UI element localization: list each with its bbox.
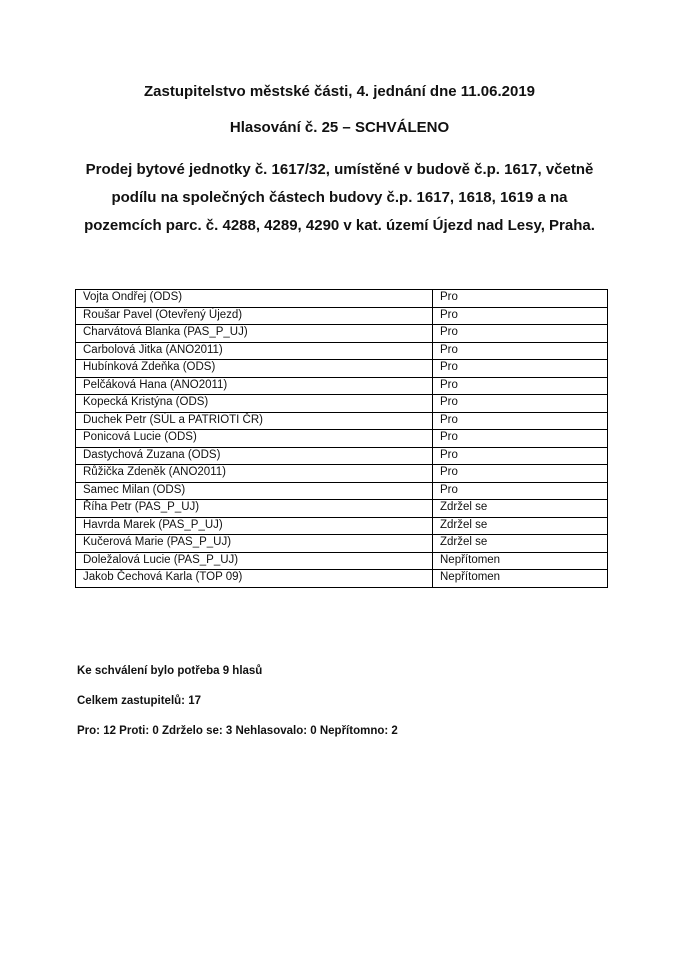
member-name-cell: Samec Milan (ODS)	[76, 482, 433, 500]
member-name-cell: Dastychová Zuzana (ODS)	[76, 447, 433, 465]
member-vote-cell: Zdržel se	[433, 535, 608, 553]
member-vote-cell: Pro	[433, 325, 608, 343]
member-vote-cell: Pro	[433, 447, 608, 465]
member-name-cell: Charvátová Blanka (PAS_P_UJ)	[76, 325, 433, 343]
vote-summary	[77, 664, 398, 754]
member-vote-cell: Nepřítomen	[433, 552, 608, 570]
table-row	[76, 290, 608, 308]
member-name-cell: Ponicová Lucie (ODS)	[76, 430, 433, 448]
member-vote-cell: Pro	[433, 377, 608, 395]
table-row	[76, 552, 608, 570]
member-vote-cell: Pro	[433, 430, 608, 448]
table-row	[76, 535, 608, 553]
member-name-cell: Duchek Petr (SÚL a PATRIOTI ČR)	[76, 412, 433, 430]
member-vote-cell: Zdržel se	[433, 500, 608, 518]
table-row	[76, 377, 608, 395]
member-vote-cell: Pro	[433, 465, 608, 483]
vote-result-heading: Hlasování č. 25 – SCHVÁLENO	[229, 119, 450, 136]
member-vote-cell: Nepřítomen	[433, 570, 608, 588]
member-vote-cell: Pro	[433, 482, 608, 500]
table-row	[76, 517, 608, 535]
table-row	[76, 465, 608, 483]
total-members-line: Celkem zastupitelů: 17	[77, 695, 201, 707]
page-title: Zastupitelstvo městské části, 4. jednání dne 11.06.2019	[143, 83, 536, 100]
table-row	[76, 360, 608, 378]
member-name-cell: Růžička Zdeněk (ANO2011)	[76, 465, 433, 483]
member-name-cell: Doležalová Lucie (PAS_P_UJ)	[76, 552, 433, 570]
table-row	[76, 430, 608, 448]
table-row	[76, 325, 608, 343]
table-row	[76, 342, 608, 360]
member-vote-cell: Pro	[433, 360, 608, 378]
member-name-cell: Vojta Ondřej (ODS)	[76, 290, 433, 308]
member-name-cell: Jakob Čechová Karla (TOP 09)	[76, 570, 433, 588]
table-row	[76, 482, 608, 500]
member-name-cell: Pelčáková Hana (ANO2011)	[76, 377, 433, 395]
member-name-cell: Roušar Pavel (Otevřený Újezd)	[76, 307, 433, 325]
member-vote-cell: Pro	[433, 412, 608, 430]
votes-table	[75, 289, 608, 588]
member-vote-cell: Pro	[433, 395, 608, 413]
table-row	[76, 412, 608, 430]
member-name-cell: Carbolová Jitka (ANO2011)	[76, 342, 433, 360]
table-row	[76, 447, 608, 465]
table-row	[76, 500, 608, 518]
member-vote-cell: Zdržel se	[433, 517, 608, 535]
member-name-cell: Říha Petr (PAS_P_UJ)	[76, 500, 433, 518]
votes-table-body	[76, 290, 608, 588]
member-name-cell: Kopecká Kristýna (ODS)	[76, 395, 433, 413]
vote-subject-description: Prodej bytové jednotky č. 1617/32, umístěné v budově č.p. 1617, včetně podílu na společných částech budovy č.p. 1617, 1618, 1619 a na pozemcích parc. č. 4288, 4289, 4290 v kat. území Újezd nad Lesy, Praha.	[84, 161, 595, 234]
member-vote-cell: Pro	[433, 342, 608, 360]
member-name-cell: Kučerová Marie (PAS_P_UJ)	[76, 535, 433, 553]
table-row	[76, 307, 608, 325]
table-row	[76, 395, 608, 413]
required-votes-line: Ke schválení bylo potřeba 9 hlasů	[77, 665, 263, 677]
member-vote-cell: Pro	[433, 290, 608, 308]
member-name-cell: Hubínková Zdeňka (ODS)	[76, 360, 433, 378]
table-row	[76, 570, 608, 588]
tally-line: Pro: 12 Proti: 0 Zdrželo se: 3 Nehlasovalo: 0 Nepřítomno: 2	[77, 725, 398, 737]
member-name-cell: Havrda Marek (PAS_P_UJ)	[76, 517, 433, 535]
member-vote-cell: Pro	[433, 307, 608, 325]
